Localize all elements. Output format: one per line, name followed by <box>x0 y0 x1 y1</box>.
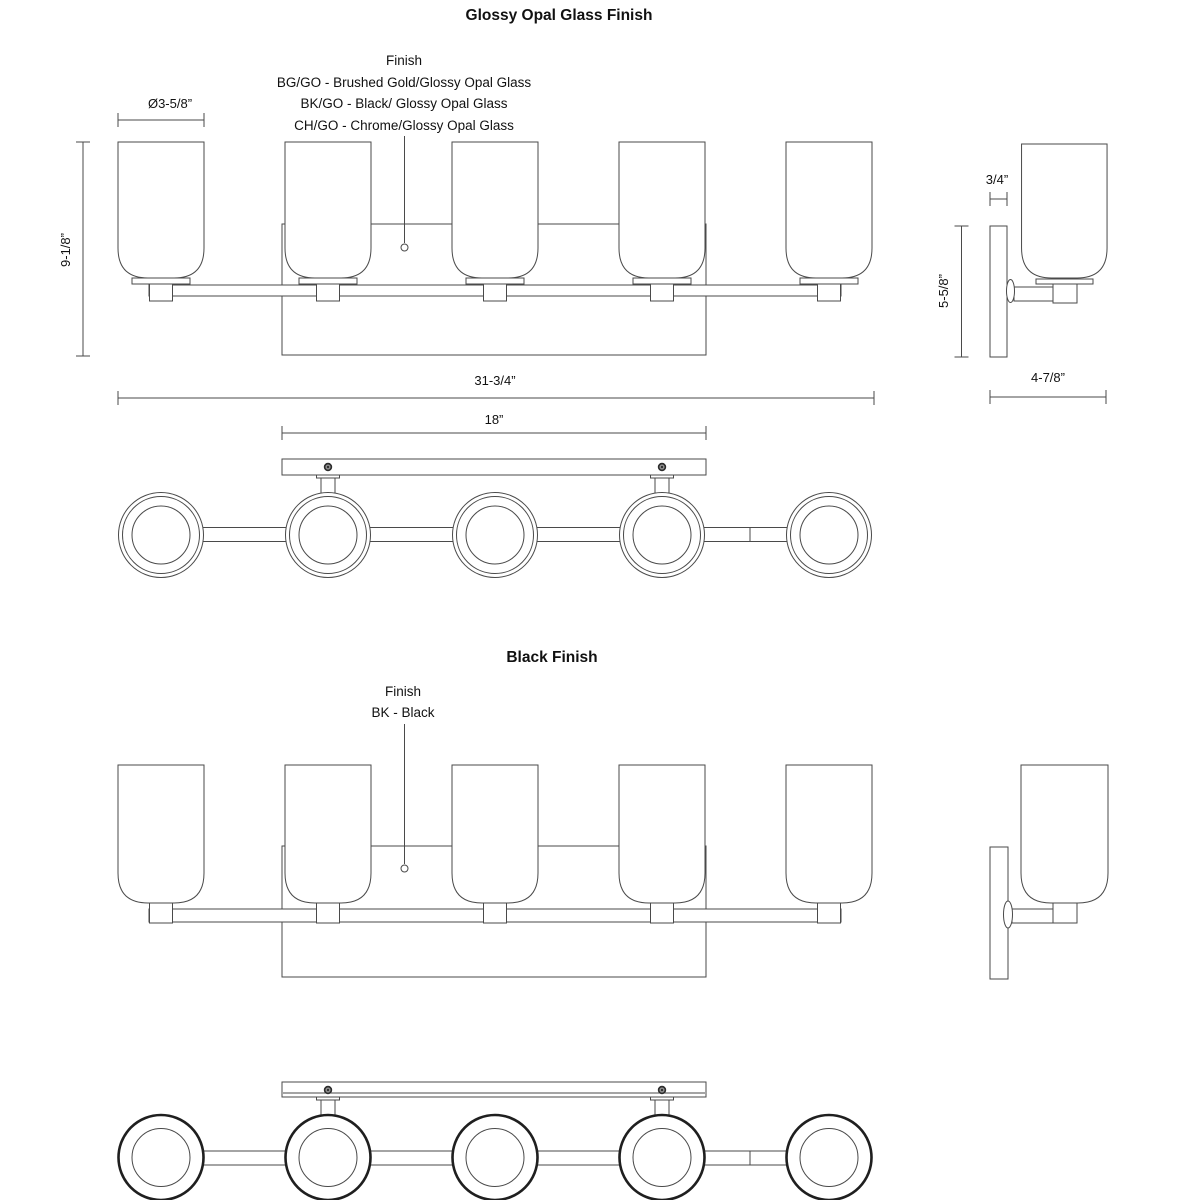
mounting-screw-right-center <box>661 1089 663 1091</box>
dim-label-wall-extension: 4-7/8” <box>1031 370 1065 385</box>
top-section-title: Glossy Opal Glass Finish <box>465 7 653 24</box>
mounting-screw-left-center <box>327 466 329 468</box>
top-finish-label: Finish <box>385 53 422 68</box>
shade-ring-outer <box>286 493 371 578</box>
shade-ring-outer <box>286 1115 371 1200</box>
stem <box>655 1100 669 1115</box>
shade-ring-outer <box>119 1115 204 1200</box>
stem <box>655 478 669 493</box>
bottom-section-title: Black Finish <box>506 649 598 666</box>
bottom-finish-option-bk: BK - Black <box>371 705 435 720</box>
socket-block-side <box>1053 283 1077 303</box>
shade-ring-outer <box>119 493 204 578</box>
shade-fitter-band <box>466 278 524 284</box>
dim-label-fixture-width: 31-3/4” <box>474 373 516 388</box>
socket-block <box>484 903 507 923</box>
glass-shade-side <box>1021 765 1108 903</box>
socket-block <box>150 903 173 923</box>
stem <box>321 478 335 493</box>
arm-mount-ellipse <box>1007 280 1015 303</box>
shade-ring-outer <box>453 1115 538 1200</box>
shade-ring-outer <box>453 493 538 578</box>
bottom-finish-label: Finish <box>384 684 421 699</box>
finish-leader-dot-bottom <box>401 865 408 872</box>
top-finish-option-bg-go: BG/GO - Brushed Gold/Glossy Opal Glass <box>276 75 532 90</box>
socket-block <box>484 283 507 301</box>
top-finish-option-ch-go: CH/GO - Chrome/Glossy Opal Glass <box>294 118 514 133</box>
arm-side <box>1014 287 1053 301</box>
shade-fitter-band <box>800 278 858 284</box>
shade-ring-outer <box>787 493 872 578</box>
socket-block <box>150 283 173 301</box>
socket-block <box>651 903 674 923</box>
shade-fitter-band <box>132 278 190 284</box>
glass-shade-front <box>118 765 204 903</box>
shade-ring-outer <box>620 1115 705 1200</box>
dim-label-backplate-width: 18” <box>484 412 504 427</box>
glass-shade-side <box>1022 144 1108 278</box>
glass-shade-front <box>786 765 872 903</box>
dim-label-fixture-height: 9-1/8” <box>58 233 73 267</box>
shade-fitter-band <box>299 278 357 284</box>
shade-ring-outer <box>787 1115 872 1200</box>
mounting-screw-left-center <box>327 1089 329 1091</box>
glass-shade-front <box>619 765 705 903</box>
dim-label-backplate-height: 5-5/8” <box>936 274 951 308</box>
wall-plate-side <box>990 226 1007 357</box>
socket-block <box>317 903 340 923</box>
top-finish-option-bk-go: BK/GO - Black/ Glossy Opal Glass <box>300 96 508 111</box>
glass-shade-front <box>285 142 371 278</box>
mounting-bar-plan <box>282 1082 706 1097</box>
arm-mount-ellipse <box>1004 901 1013 928</box>
dim-label-shade-diameter: Ø3-5/8” <box>147 96 193 111</box>
mounting-screw-right-center <box>661 466 663 468</box>
socket-block <box>818 903 841 923</box>
glass-shade-front <box>452 142 538 278</box>
socket-block <box>818 283 841 301</box>
shade-fitter-band-side <box>1036 279 1093 284</box>
arm-side <box>1012 909 1053 923</box>
socket-block <box>651 283 674 301</box>
shade-fitter-band <box>633 278 691 284</box>
glass-shade-front <box>786 142 872 278</box>
shade-ring-outer <box>620 493 705 578</box>
finish-leader-dot-top <box>401 244 408 251</box>
stem <box>321 1100 335 1115</box>
glass-shade-front <box>285 765 371 903</box>
dim-label-backplate-depth: 3/4” <box>985 172 1009 187</box>
glass-shade-front <box>118 142 204 278</box>
socket-block <box>317 283 340 301</box>
glass-shade-front <box>619 142 705 278</box>
glass-shade-front <box>452 765 538 903</box>
mounting-bar-plan <box>282 459 706 475</box>
socket-block-side <box>1053 903 1077 923</box>
